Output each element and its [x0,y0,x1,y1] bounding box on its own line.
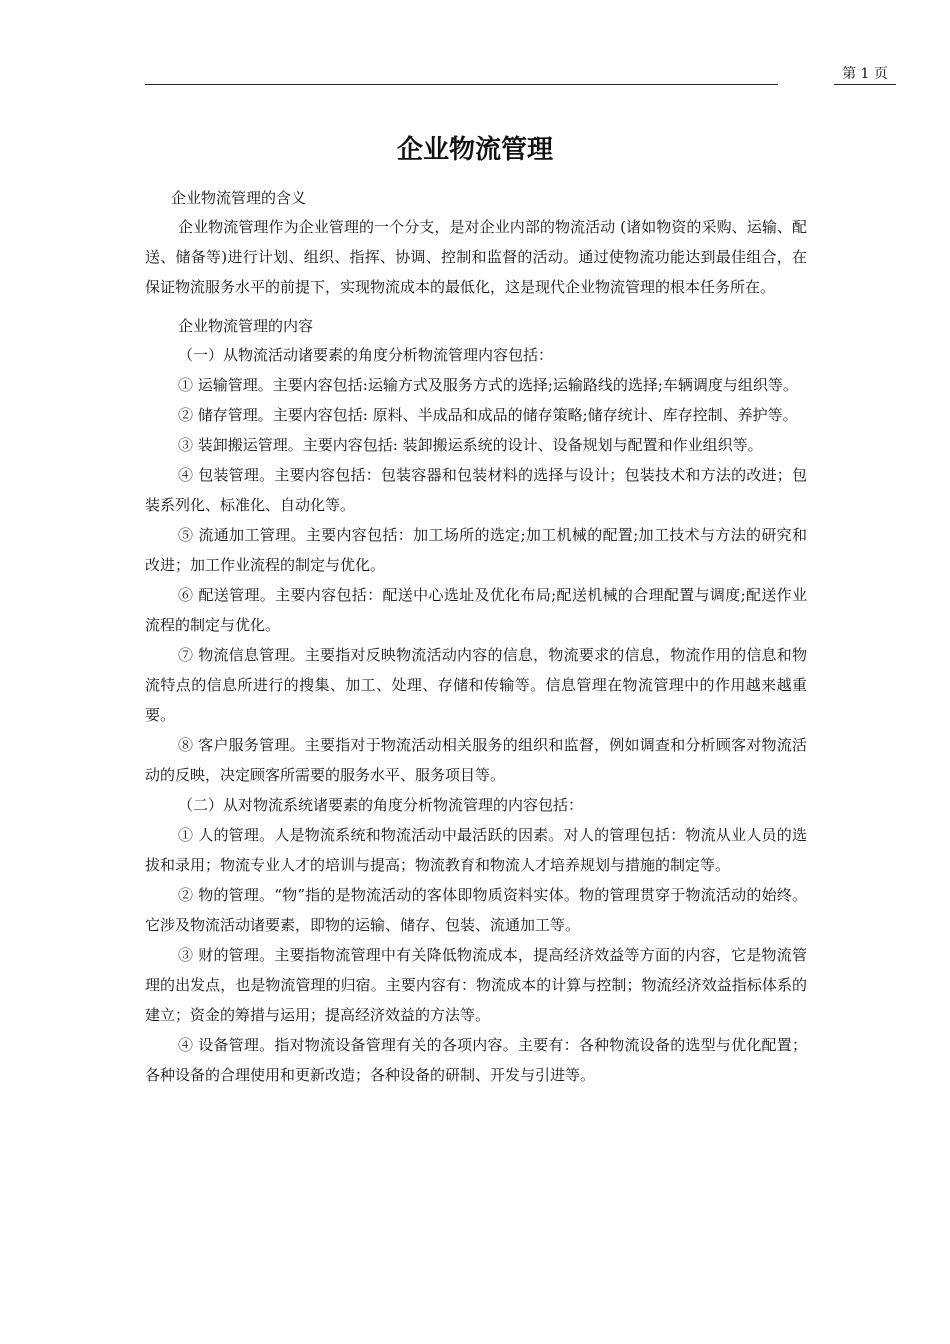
section-heading-meaning: 企业物流管理的含义 [171,189,307,207]
document-title: 企业物流管理 [396,135,553,165]
header-rule [145,84,778,85]
section-heading-content: 企业物流管理的内容 [178,317,314,335]
part2-label: （二）从对物流系统诸要素的角度分析物流管理的内容包括： [178,796,584,814]
list-item: ⑤ 流通加工管理。主要内容包括：加工场所的选定;加工机械的配置;加工技术与方法的研究和改进；加工作业流程的制定与优化。 [145,526,807,574]
list-item: ③ 装卸搬运管理。主要内容包括: 装卸搬运系统的设计、设备规划与配置和作业组织等。 [178,436,763,454]
list-item: ② 储存管理。主要内容包括: 原料、半成品和成品的储存策略;储存统计、库存控制、养护等。 [178,406,798,424]
list-item: ⑦ 物流信息管理。主要指对反映物流活动内容的信息，物流要求的信息，物流作用的信息和物流特点的信息所进行的搜集、加工、处理、存储和传输等。信息管理在物流管理中的作用越来越重要。 [145,646,807,724]
document-body [145,184,807,1090]
list-item: ① 人的管理。人是物流系统和物流活动中最活跃的因素。对人的管理包括：物流从业人员的选拔和录用；物流专业人才的培训与提高；物流教育和物流人才培养规划与措施的制定等。 [145,826,807,874]
list-item: ③ 财的管理。主要指物流管理中有关降低物流成本，提高经济效益等方面的内容，它是物流管理的出发点，也是物流管理的归宿。主要内容有：物流成本的计算与控制；物流经济效益指标体系的建立；资金的筹措与运用；提高经济效益的方法等。 [145,946,807,1024]
list-item: ④ 包装管理。主要内容包括：包装容器和包装材料的选择与设计；包装技术和方法的改进；包装系列化、标准化、自动化等。 [145,466,807,514]
part1-label: （一）从物流活动诸要素的角度分析物流管理内容包括： [178,346,554,364]
list-item: ④ 设备管理。指对物流设备管理有关的各项内容。主要有：各种物流设备的选型与优化配置；各种设备的合理使用和更新改造；各种设备的研制、开发与引进等。 [145,1036,807,1084]
list-item: ② 物的管理。“物”指的是物流活动的客体即物质资料实体。物的管理贯穿于物流活动的始终。它涉及物流活动诸要素，即物的运输、储存、包装、流通加工等。 [145,886,807,934]
list-item: ⑥ 配送管理。主要内容包括：配送中心选址及优化布局;配送机械的合理配置与调度;配送作业流程的制定与优化。 [145,586,807,634]
page-number: 第 1 页 [834,64,896,85]
list-item: ① 运输管理。主要内容包括:运输方式及服务方式的选择;运输路线的选择;车辆调度与组织等。 [178,376,798,394]
list-item: ⑧ 客户服务管理。主要指对于物流活动相关服务的组织和监督，例如调查和分析顾客对物流活动的反映，决定顾客所需要的服务水平、服务项目等。 [145,736,807,784]
paragraph-meaning: 企业物流管理作为企业管理的一个分支，是对企业内部的物流活动 (诸如物资的采购、运输、配送、储备等)进行计划、组织、指挥、协调、控制和监督的活动。通过使物流功能达到最佳组合，在保证物流服务水平的前提下，实现物流成本的最低化，这是现代企业物流管理的根本任务所在。 [145,218,807,296]
